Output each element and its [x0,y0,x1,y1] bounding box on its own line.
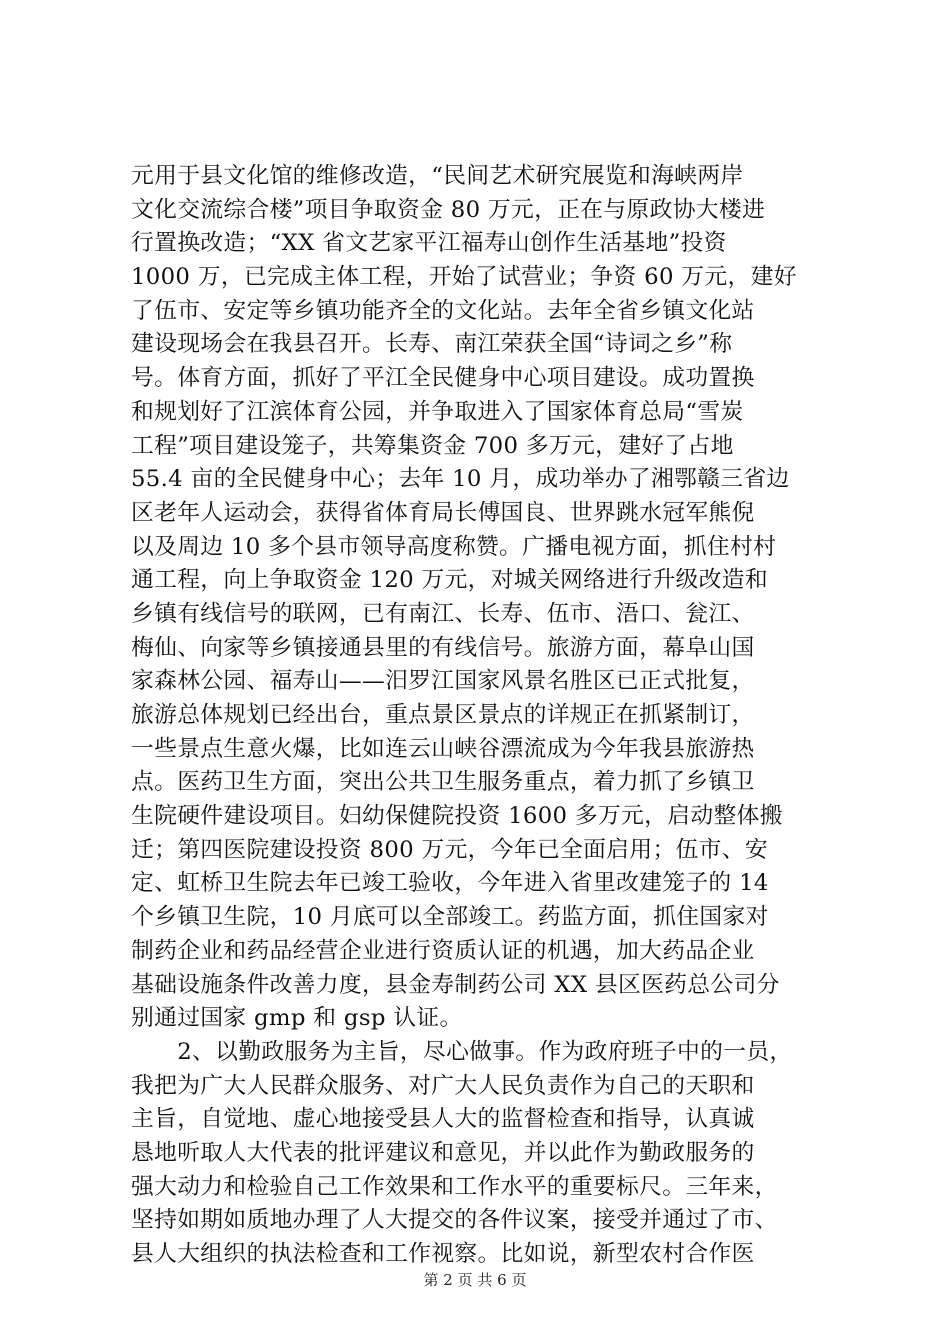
text-line: 县人大组织的执法检查和工作视察。比如说，新型农村合作医 [131,1241,755,1267]
text-line: 了伍市、安定等乡镇功能齐全的文化站。去年全省乡镇文化站 [131,297,755,324]
text-line: 区老年人运动会，获得省体育局长傅国良、世界跳水冠军熊倪 [131,499,755,526]
text-line: 工程”项目建设笼子，共筹集资金 700 多万元，建好了占地 [131,432,734,459]
text-line: 别通过国家 gmp 和 gsp 认证。 [131,1005,463,1032]
text-line: 恳地听取人大代表的批评建议和意见，并以此作为勤政服务的 [131,1139,755,1166]
text-line: 迁；第四医院建设投资 800 万元，今年已全面启用；伍市、安 [131,836,768,863]
text-line: 一些景点生意火爆，比如连云山峡谷漂流成为今年我县旅游热 [131,735,755,762]
text-line: 生院硬件建设项目。妇幼保健院投资 1600 多万元，启动整体搬 [131,803,783,830]
text-line: 坚持如期如质地办理了人大提交的各件议案，接受并通过了市、 [131,1207,778,1234]
text-line: 元用于县文化馆的维修改造，“民间艺术研究展览和海峡两岸 [131,163,744,189]
text-line: 通工程，向上争取资金 120 万元，对城关网络进行升级改造和 [131,567,768,594]
text-line: 文化交流综合楼”项目争取资金 80 万元，正在与原政协大楼进 [131,196,766,223]
text-line: 家森林公园、福寿山——汨罗江国家风景名胜区已正式批复， [131,668,755,695]
text-line: 乡镇有线信号的联网，已有南江、长寿、伍市、浯口、瓮江、 [131,600,755,627]
text-line: 1000 万，已完成主体工程，开始了试营业；争资 60 万元，建好 [131,264,797,291]
body-text [131,160,831,1272]
text-line: 定、虹桥卫生院去年已竣工验收，今年进入省里改建笼子的 14 [131,870,769,897]
text-line: 梅仙、向家等乡镇接通县里的有线信号。旅游方面，幕阜山国 [131,634,755,661]
text-line: 制药企业和药品经营企业进行资质认证的机遇，加大药品企业 [131,937,755,964]
page-footer: 第 2 页 共 6 页 [423,1271,527,1289]
text-line: 建设现场会在我县召开。长寿、南江荣获全国“诗词之乡”称 [131,331,733,358]
text-line: 旅游总体规划已经出台，重点景区景点的详规正在抓紧制订， [131,702,755,728]
text-line: 个乡镇卫生院，10 月底可以全部竣工。药监方面，抓住国家对 [131,904,769,931]
text-line: 主旨，自觉地、虚心地接受县人大的监督检查和指导，认真诚 [131,1106,755,1133]
text-line: 行置换改造；“XX 省文艺家平江福寿山创作生活基地”投资 [131,230,727,257]
text-line: 和规划好了江滨体育公园，并争取进入了国家体育总局“雪炭 [131,398,744,425]
text-line: 强大动力和检验自己工作效果和工作水平的重要标尺。三年来， [131,1173,778,1200]
text-line: 2、以勤政服务为主旨，尽心做事。作为政府班子中的一员， [131,1038,793,1065]
text-line: 基础设施条件改善力度，县金寿制药公司 XX 县区医药总公司分 [131,971,780,998]
text-line: 我把为广大人民群众服务、对广大人民负责作为自己的天职和 [131,1072,755,1099]
text-line: 以及周边 10 多个县市领导高度称赞。广播电视方面，抓住村村 [131,533,777,560]
text-line: 55.4 亩的全民健身中心；去年 10 月，成功举办了湘鄂赣三省边 [131,466,790,493]
text-line: 号。体育方面，抓好了平江全民健身中心项目建设。成功置换 [131,365,755,392]
text-line: 点。医药卫生方面，突出公共卫生服务重点，着力抓了乡镇卫 [131,769,755,796]
